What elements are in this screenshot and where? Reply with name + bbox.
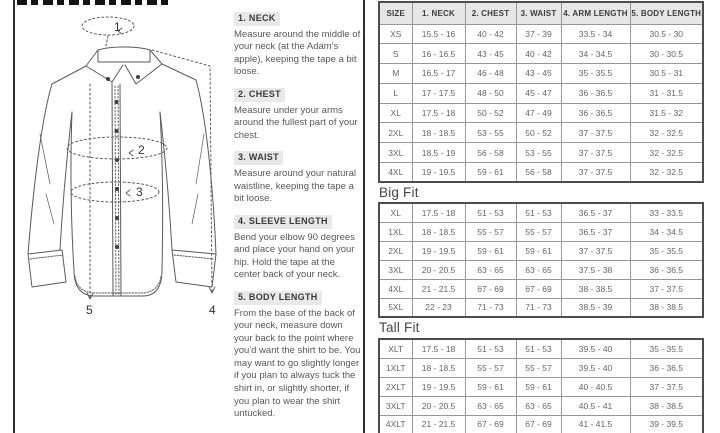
range-cell: 16.5 - 17 [412, 64, 465, 84]
size-cell: 2XLT [379, 377, 412, 396]
range-cell: 39.5 - 40 [561, 339, 630, 358]
table-row [379, 260, 703, 279]
instruction-chest [234, 88, 361, 142]
size-cell: 2XL [379, 123, 412, 143]
size-cell: 1XLT [379, 358, 412, 377]
size-cell: 4XL [379, 163, 412, 183]
range-cell: 47 - 49 [516, 103, 561, 123]
size-cell: XL [379, 203, 412, 222]
range-cell: 48 - 50 [465, 83, 516, 103]
placket-button [115, 100, 119, 104]
range-cell: 33.5 - 34 [561, 24, 630, 44]
range-cell: 59 - 61 [465, 163, 516, 183]
tall-fit-table [378, 338, 704, 433]
range-cell: 40.5 - 41 [561, 396, 630, 415]
table-row [379, 103, 703, 123]
range-cell: 21 - 21.5 [412, 415, 465, 433]
range-cell: 18 - 18.5 [412, 222, 465, 241]
range-cell: 55 - 57 [465, 358, 516, 377]
range-cell: 67 - 69 [516, 279, 561, 298]
instruction-title: 5. BODY LENGTH [234, 291, 322, 305]
table-row [379, 241, 703, 260]
table-row [379, 396, 703, 415]
marker-body: 5 [86, 303, 93, 317]
big-fit-table [378, 202, 704, 318]
size-cell: L [379, 83, 412, 103]
instruction-body: Bend your elbow 90 degrees and place your hand on your hip. Hold the tape at the center back of your neck. [234, 231, 355, 281]
range-cell: 43 - 45 [516, 64, 561, 84]
instruction-sleeve-length [234, 215, 361, 282]
size-cell: XL [379, 103, 412, 123]
range-cell: 51 - 53 [516, 203, 561, 222]
placket-button [115, 245, 119, 249]
placket-button [115, 216, 119, 220]
column-header-arm-length: 4. ARM LENGTH [561, 2, 630, 24]
sleeve-length-line [152, 50, 212, 292]
size-cell: XS [379, 24, 412, 44]
table-row [379, 339, 703, 358]
range-cell: 53 - 55 [516, 143, 561, 163]
range-cell: 36.5 - 37 [561, 222, 630, 241]
instruction-waist [234, 151, 361, 205]
regular-size-table [378, 1, 704, 183]
range-cell: 37.5 - 38 [561, 260, 630, 279]
instruction-title: 1. NECK [234, 12, 280, 26]
range-cell: 32 - 32.5 [630, 123, 703, 143]
range-cell: 40 - 40.5 [561, 377, 630, 396]
range-cell: 20 - 20.5 [412, 396, 465, 415]
range-cell: 67 - 69 [516, 415, 561, 433]
range-cell: 51 - 53 [465, 203, 516, 222]
column-header-size: SIZE [379, 2, 412, 24]
range-cell: 30 - 30.5 [630, 44, 703, 64]
waist-arrow-icon [126, 190, 130, 196]
range-cell: 19 - 19.5 [412, 241, 465, 260]
table-row [379, 24, 703, 44]
size-cell: 2XL [379, 241, 412, 260]
range-cell: 40 - 42 [516, 44, 561, 64]
range-cell: 37 - 37.5 [561, 163, 630, 183]
instruction-neck [234, 12, 361, 79]
range-cell: 63 - 65 [465, 260, 516, 279]
instruction-body-length [234, 291, 361, 421]
range-cell: 22 - 23 [412, 298, 465, 317]
range-cell: 59 - 61 [516, 241, 561, 260]
range-cell: 34 - 34.5 [630, 222, 703, 241]
range-cell: 35 - 35.5 [630, 339, 703, 358]
table-row [379, 377, 703, 396]
range-cell: 36.5 - 37 [561, 203, 630, 222]
range-cell: 59 - 61 [465, 241, 516, 260]
range-cell: 67 - 69 [465, 415, 516, 433]
range-cell: 32 - 32.5 [630, 163, 703, 183]
table-row [379, 123, 703, 143]
range-cell: 37 - 37.5 [561, 143, 630, 163]
marker-chest: 2 [138, 143, 145, 157]
range-cell: 18.5 - 19 [412, 143, 465, 163]
range-cell: 36 - 36.5 [561, 103, 630, 123]
range-cell: 17.5 - 18 [412, 103, 465, 123]
size-cell: 1XL [379, 222, 412, 241]
range-cell: 15.5 - 16 [412, 24, 465, 44]
placket-button [115, 187, 119, 191]
tall-fit-section-label: Tall Fit [379, 320, 420, 335]
range-cell: 53 - 55 [465, 123, 516, 143]
range-cell: 39 - 39.5 [630, 415, 703, 433]
range-cell: 17.5 - 18 [412, 339, 465, 358]
range-cell: 67 - 69 [465, 279, 516, 298]
chest-arrow-icon [129, 150, 133, 156]
range-cell: 32 - 32.5 [630, 143, 703, 163]
range-cell: 37 - 37.5 [630, 279, 703, 298]
instruction-title: 3. WAIST [234, 151, 283, 165]
column-header-body-length: 5. BODY LENGTH [630, 2, 703, 24]
marker-waist: 3 [136, 185, 143, 199]
instruction-title: 4. SLEEVE LENGTH [234, 215, 332, 229]
size-cell: XLT [379, 339, 412, 358]
instruction-body: Measure around your natural waistline, keeping the tape a bit loose. [234, 168, 356, 205]
range-cell: 36 - 36.5 [561, 83, 630, 103]
range-cell: 43 - 45 [465, 44, 516, 64]
range-cell: 17 - 17.5 [412, 83, 465, 103]
instruction-body: Measure under your arms around the fullest part of your chest. [234, 104, 358, 141]
range-cell: 17.5 - 18 [412, 203, 465, 222]
range-cell: 51 - 53 [465, 339, 516, 358]
range-cell: 55 - 57 [516, 358, 561, 377]
table-row [379, 83, 703, 103]
marker-neck: 1 [114, 20, 121, 34]
range-cell: 38 - 38.5 [561, 279, 630, 298]
range-cell: 50 - 52 [465, 103, 516, 123]
marker-sleeve: 4 [209, 303, 216, 317]
header-row [379, 2, 703, 24]
neck-measure-ellipse [82, 17, 134, 35]
table-row [379, 279, 703, 298]
range-cell: 37 - 37.5 [630, 377, 703, 396]
table-row [379, 163, 703, 183]
range-cell: 38.5 - 39 [561, 298, 630, 317]
range-cell: 38 - 38.5 [630, 396, 703, 415]
range-cell: 63 - 65 [516, 260, 561, 279]
range-cell: 31 - 31.5 [630, 83, 703, 103]
range-cell: 59 - 61 [465, 377, 516, 396]
big-fit-section-label: Big Fit [379, 185, 419, 200]
size-cell: M [379, 64, 412, 84]
range-cell: 16 - 16.5 [412, 44, 465, 64]
range-cell: 37 - 37.5 [561, 241, 630, 260]
range-cell: 37 - 37.5 [561, 123, 630, 143]
table-row [379, 298, 703, 317]
chest-measure-ellipse [67, 137, 167, 159]
range-cell: 19 - 19.5 [412, 163, 465, 183]
table-row [379, 64, 703, 84]
column-header-chest: 2. CHEST [465, 2, 516, 24]
instruction-body: From the base of the back of your neck, measure down your back to the point where you'd want the shirt to be. You may want to go slightly longer if you plan to always tuck the shirt in, or slightly shorter, if you plan to wear the shirt untucked. [234, 307, 361, 420]
range-cell: 18 - 18.5 [412, 358, 465, 377]
range-cell: 30.5 - 31 [630, 64, 703, 84]
size-cell: S [379, 44, 412, 64]
collar-button-left [106, 77, 110, 81]
range-cell: 18 - 18.5 [412, 123, 465, 143]
size-cell: 3XLT [379, 396, 412, 415]
placket-button [115, 129, 119, 133]
table-row [379, 203, 703, 222]
range-cell: 45 - 47 [516, 83, 561, 103]
range-cell: 36 - 36.5 [630, 260, 703, 279]
middle-divider-line [363, 0, 365, 433]
range-cell: 30.5 - 30 [630, 24, 703, 44]
range-cell: 59 - 61 [516, 377, 561, 396]
range-cell: 55 - 57 [516, 222, 561, 241]
table-row [379, 143, 703, 163]
range-cell: 33 - 33.5 [630, 203, 703, 222]
range-cell: 39.5 - 40 [561, 358, 630, 377]
range-cell: 63 - 65 [465, 396, 516, 415]
table-row [379, 222, 703, 241]
column-header-neck: 1. NECK [412, 2, 465, 24]
range-cell: 55 - 57 [465, 222, 516, 241]
range-cell: 56 - 58 [465, 143, 516, 163]
size-cell: 5XL [379, 298, 412, 317]
size-cell: 4XLT [379, 415, 412, 433]
shirt-measurement-diagram [16, 4, 231, 324]
range-cell: 35 - 35.5 [630, 241, 703, 260]
size-cell: 4XL [379, 279, 412, 298]
table-row [379, 358, 703, 377]
size-cell: 3XL [379, 143, 412, 163]
range-cell: 63 - 65 [516, 396, 561, 415]
range-cell: 20 - 20.5 [412, 260, 465, 279]
measurement-instructions [234, 12, 361, 430]
range-cell: 21 - 21.5 [412, 279, 465, 298]
range-cell: 41 - 41.5 [561, 415, 630, 433]
instruction-body: Measure around the middle of your neck (at the Adam's apple), keeping the tape a bit loose. [234, 28, 361, 78]
range-cell: 19 - 19.5 [412, 377, 465, 396]
range-cell: 51 - 53 [516, 339, 561, 358]
column-header-waist: 3. WAIST [516, 2, 561, 24]
collar-button-right [136, 75, 140, 79]
range-cell: 71 - 73 [465, 298, 516, 317]
range-cell: 38 - 38.5 [630, 298, 703, 317]
size-cell: 3XL [379, 260, 412, 279]
range-cell: 50 - 52 [516, 123, 561, 143]
range-cell: 40 - 42 [465, 24, 516, 44]
shirt-illustration [16, 4, 231, 324]
range-cell: 71 - 73 [516, 298, 561, 317]
range-cell: 56 - 58 [516, 163, 561, 183]
instruction-title: 2. CHEST [234, 88, 285, 102]
range-cell: 34 - 34.5 [561, 44, 630, 64]
range-cell: 31.5 - 32 [630, 103, 703, 123]
table-row [379, 44, 703, 64]
table-row [379, 415, 703, 433]
range-cell: 46 - 48 [465, 64, 516, 84]
range-cell: 37 - 39 [516, 24, 561, 44]
range-cell: 35 - 35.5 [561, 64, 630, 84]
left-divider-line [13, 0, 15, 433]
range-cell: 36 - 36.5 [630, 358, 703, 377]
